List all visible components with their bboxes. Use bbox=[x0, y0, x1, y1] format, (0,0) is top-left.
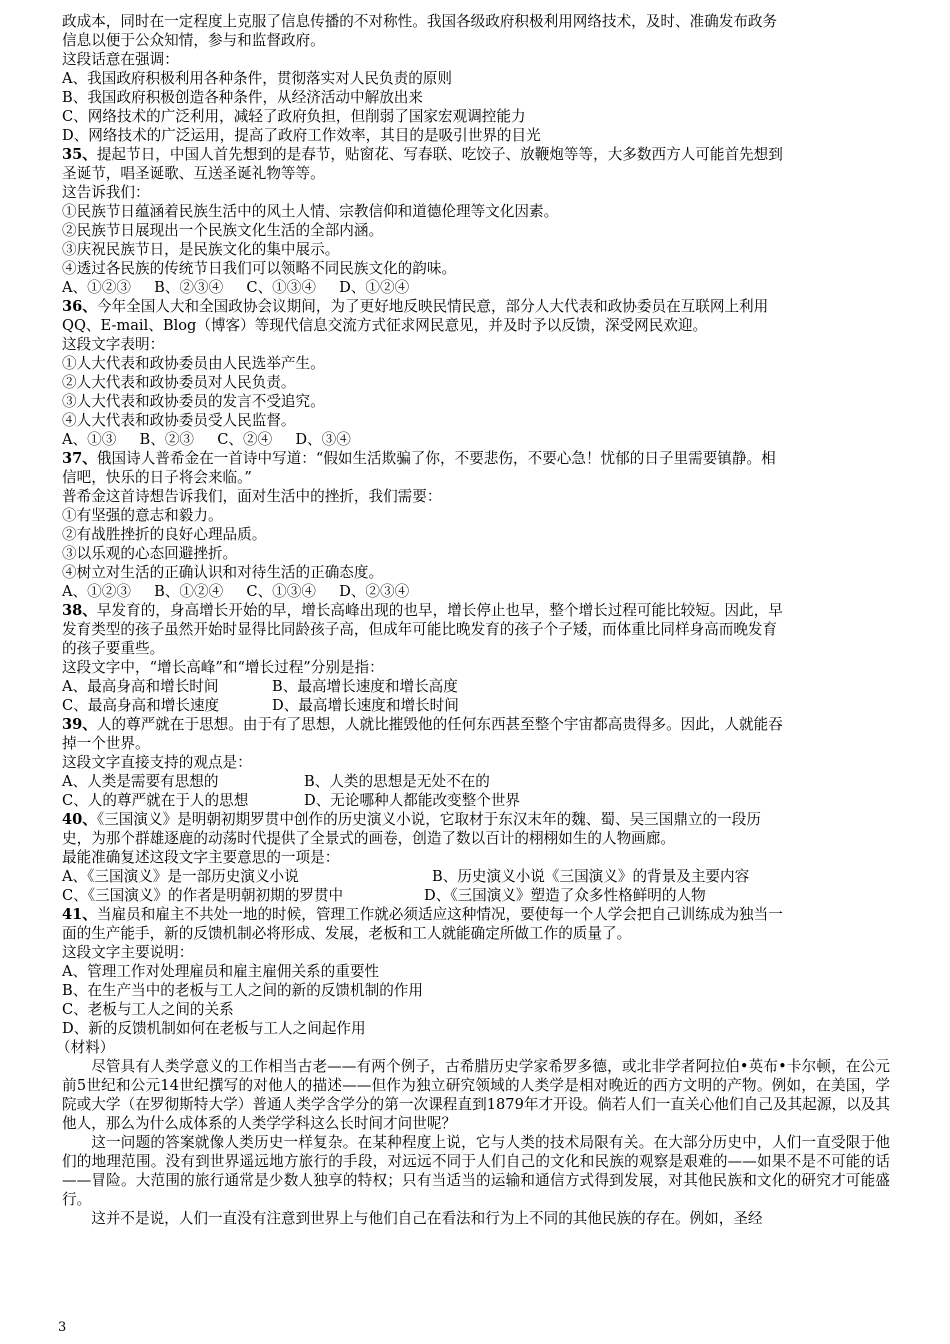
q40-option-c: C、《三国演义》的作者是明朝初期的罗贯中 bbox=[62, 887, 344, 904]
q35-number: 35、 bbox=[62, 146, 97, 163]
q38-stem-1: 早发育的，身高增长开始的早，增长高峰出现的也早，增长停止也早，整个增长过程可能比较短。因此，早 bbox=[96, 602, 783, 619]
q38-option-c: C、最高身高和增长速度 bbox=[62, 697, 220, 714]
q35-item-1: ①民族节日蕴涵着民族生活中的风土人情、宗教信仰和道德伦理等文化因素。 bbox=[62, 203, 559, 220]
q40-prompt: 最能准确复述这段文字主要意思的一项是： bbox=[62, 849, 340, 866]
q38-option-d: D、最高增长速度和增长时间 bbox=[272, 697, 459, 714]
q37-stem-1: 俄国诗人普希金在一首诗中写道：“假如生活欺骗了你，不要悲伤，不要心急！忧郁的日子里需要镇静。相 bbox=[96, 450, 776, 467]
q39-options-row-1 bbox=[62, 772, 890, 791]
q36-stem-line-2: QQ、E-mail、Blog（博客）等现代信息交流方式征求网民意见，并及时予以反馈，深受网民欢迎。 bbox=[62, 317, 708, 334]
page-text bbox=[56, 12, 890, 1228]
q39-option-b: B、人类的思想是无处不在的 bbox=[304, 773, 490, 790]
q38-stem-line-3: 的孩子要重些。 bbox=[62, 640, 165, 657]
q38-options-row-1 bbox=[62, 677, 890, 696]
q40-stem-line-1 bbox=[62, 810, 890, 829]
q39-prompt: 这段文字直接支持的观点是： bbox=[62, 754, 252, 771]
material-paragraph-1: 尽管具有人类学意义的工作相当古老——有两个例子，古希腊历史学家希罗多德，或北非学者阿拉伯•英布•卡尔顿，在公元前5世纪和公元14世纪撰写的对他人的描述——但作为独立研究领域的人类学是相对晚近的西方文明的产物。例如，在美国，学院或大学（在罗彻斯特大学）普通人类学含学分的第一次课程直到1879年才开设。倘若人们一直关心他们自己及其起源，以及其他人，那么为什么成体系的人类学学科这么长时间才问世呢？ bbox=[62, 1058, 890, 1132]
q39-stem-line-2: 掉一个世界。 bbox=[62, 735, 150, 752]
q41-prompt: 这段文字主要说明： bbox=[62, 944, 194, 961]
q36-item-2: ②人大代表和政协委员对人民负责。 bbox=[62, 374, 296, 391]
q35-prompt: 这告诉我们： bbox=[62, 184, 150, 201]
q38-options-row-2 bbox=[62, 696, 890, 715]
q36-answers: A、①③ B、②③ C、②④ D、③④ bbox=[62, 431, 351, 448]
q41-stem-line-1 bbox=[62, 905, 890, 924]
q37-stem-line-2: 信吧，快乐的日子将会来临。” bbox=[62, 469, 252, 486]
q40-option-b: B、历史演义小说《三国演义》的背景及主要内容 bbox=[432, 868, 750, 885]
page-number: 3 bbox=[58, 1320, 67, 1335]
q38-stem-line-2: 发育类型的孩子虽然开始时显得比同龄孩子高，但成年可能比晚发育的孩子个子矮，而体重比同样身高而晚发育 bbox=[62, 621, 778, 638]
intro-option-a: A、我国政府积极利用各种条件，贯彻落实对人民负责的原则 bbox=[62, 70, 452, 87]
q39-number: 39、 bbox=[62, 716, 97, 733]
q38-prompt: 这段文字中，“增长高峰”和“增长过程”分别是指： bbox=[62, 659, 384, 676]
q40-option-a: A、《三国演义》是一部历史演义小说 bbox=[62, 868, 299, 885]
intro-option-c: C、网络技术的广泛利用，减轻了政府负担，但削弱了国家宏观调控能力 bbox=[62, 108, 526, 125]
q37-item-4: ④树立对生活的正确认识和对待生活的正确态度。 bbox=[62, 564, 384, 581]
q37-item-3: ③以乐观的心态回避挫折。 bbox=[62, 545, 238, 562]
q37-item-1: ①有坚强的意志和毅力。 bbox=[62, 507, 223, 524]
q36-number: 36、 bbox=[62, 298, 97, 315]
intro-option-b: B、我国政府积极创造各种条件，从经济活动中解放出来 bbox=[62, 89, 423, 106]
q35-item-4: ④透过各民族的传统节日我们可以领略不同民族文化的韵味。 bbox=[62, 260, 457, 277]
q41-option-d: D、新的反馈机制如何在老板与工人之间起作用 bbox=[62, 1020, 366, 1037]
q37-item-2: ②有战胜挫折的良好心理品质。 bbox=[62, 526, 267, 543]
q41-option-b: B、在生产当中的老板与工人之间的新的反馈机制的作用 bbox=[62, 982, 423, 999]
q37-stem-line-1 bbox=[62, 449, 890, 468]
intro-line-2: 信息以便于公众知情，参与和监督政府。 bbox=[62, 32, 325, 49]
q41-stem-1: 当雇员和雇主不共处一地的时候，管理工作就必须适应这种情况，要使每一个人学会把自己训练成为独当一 bbox=[96, 906, 783, 923]
q41-stem-line-2: 面的生产能手，新的反馈机制必将形成、发展，老板和工人就能确定所做工作的质量了。 bbox=[62, 925, 632, 942]
q35-stem-line-1 bbox=[62, 145, 890, 164]
q39-stem-1: 人的尊严就在于思想。由于有了思想，人就比摧毁他的任何东西甚至整个宇宙都高贵得多。因此，人就能吞 bbox=[96, 716, 783, 733]
q36-stem-1: 今年全国人大和全国政协会议期间，为了更好地反映民情民意，部分人大代表和政协委员在互联网上利用 bbox=[96, 298, 769, 315]
q37-prompt: 普希金这首诗想告诉我们，面对生活中的挫折，我们需要： bbox=[62, 488, 442, 505]
q40-options-row-1 bbox=[62, 867, 890, 886]
material-paragraph-3: 这并不是说，人们一直没有注意到世界上与他们自己在看法和行为上不同的其他民族的存在。例如，圣经 bbox=[91, 1210, 763, 1227]
q37-answers: A、①②③ B、①②④ C、①③④ D、②③④ bbox=[62, 583, 410, 600]
q35-item-2: ②民族节日展现出一个民族文化生活的全部内涵。 bbox=[62, 222, 384, 239]
q35-item-3: ③庆祝民族节日，是民族文化的集中展示。 bbox=[62, 241, 340, 258]
q35-stem-1: 提起节日，中国人首先想到的是春节，贴窗花、写春联、吃饺子、放鞭炮等等，大多数西方人可能首先想到 bbox=[96, 146, 783, 163]
q35-stem-line-2: 圣诞节，唱圣诞歌、互送圣诞礼物等等。 bbox=[62, 165, 325, 182]
q39-option-c: C、人的尊严就在于人的思想 bbox=[62, 792, 249, 809]
intro-prompt: 这段话意在强调： bbox=[62, 51, 179, 68]
q36-item-4: ④人大代表和政协委员受人民监督。 bbox=[62, 412, 296, 429]
q41-number: 41、 bbox=[62, 906, 97, 923]
q41-option-c: C、老板与工人之间的关系 bbox=[62, 1001, 234, 1018]
q36-prompt: 这段文字表明： bbox=[62, 336, 165, 353]
intro-line-1: 政成本，同时在一定程度上克服了信息传播的不对称性。我国各级政府积极利用网络技术，及时、准确发布政务 bbox=[62, 13, 778, 30]
q40-options-row-2 bbox=[62, 886, 890, 905]
material-label: （材料） bbox=[56, 1039, 115, 1056]
q39-options-row-2 bbox=[62, 791, 890, 810]
q36-item-3: ③人大代表和政协委员的发言不受追究。 bbox=[62, 393, 325, 410]
q39-stem-line-1 bbox=[62, 715, 890, 734]
q39-option-a: A、人类是需要有思想的 bbox=[62, 773, 219, 790]
q41-option-a: A、管理工作对处理雇员和雇主雇佣关系的重要性 bbox=[62, 963, 380, 980]
q39-option-d: D、无论哪种人都能改变整个世界 bbox=[304, 792, 521, 809]
q38-number: 38、 bbox=[62, 602, 97, 619]
q38-option-a: A、最高身高和增长时间 bbox=[62, 678, 219, 695]
q36-item-1: ①人大代表和政协委员由人民选举产生。 bbox=[62, 355, 325, 372]
material-paragraph-2: 这一问题的答案就像人类历史一样复杂。在某种程度上说，它与人类的技术局限有关。在大部分历史中，人们一直受限于他们的地理范围。没有到世界遥远地方旅行的手段，对远远不同于人们自己的文化和民族的观察是艰难的——如果不是不可能的话——冒险。大范围的旅行通常是少数人独享的特权；只有当适当的运输和通信方式得到发展，对其他民族和文化的研究才可能盛行。 bbox=[62, 1134, 890, 1208]
q40-stem-line-2: 史，为那个群雄逐鹿的动荡时代提供了全景式的画卷，创造了数以百计的栩栩如生的人物画廊。 bbox=[62, 830, 675, 847]
q35-answers: A、①②③ B、②③④ C、①③④ D、①②④ bbox=[62, 279, 410, 296]
q38-stem-line-1 bbox=[62, 601, 890, 620]
q37-number: 37、 bbox=[62, 450, 97, 467]
intro-option-d: D、网络技术的广泛运用，提高了政府工作效率，其目的是吸引世界的目光 bbox=[62, 127, 541, 144]
q38-option-b: B、最高增长速度和增长高度 bbox=[272, 678, 458, 695]
q40-number: 40、 bbox=[62, 811, 97, 828]
q36-stem-line-1 bbox=[62, 297, 890, 316]
q40-option-d: D、《三国演义》塑造了众多性格鲜明的人物 bbox=[424, 887, 706, 904]
q40-stem-1: 《三国演义》是明朝初期罗贯中创作的历史演义小说，它取材于东汉末年的魏、蜀、吴三国鼎立的一段历 bbox=[96, 811, 761, 828]
